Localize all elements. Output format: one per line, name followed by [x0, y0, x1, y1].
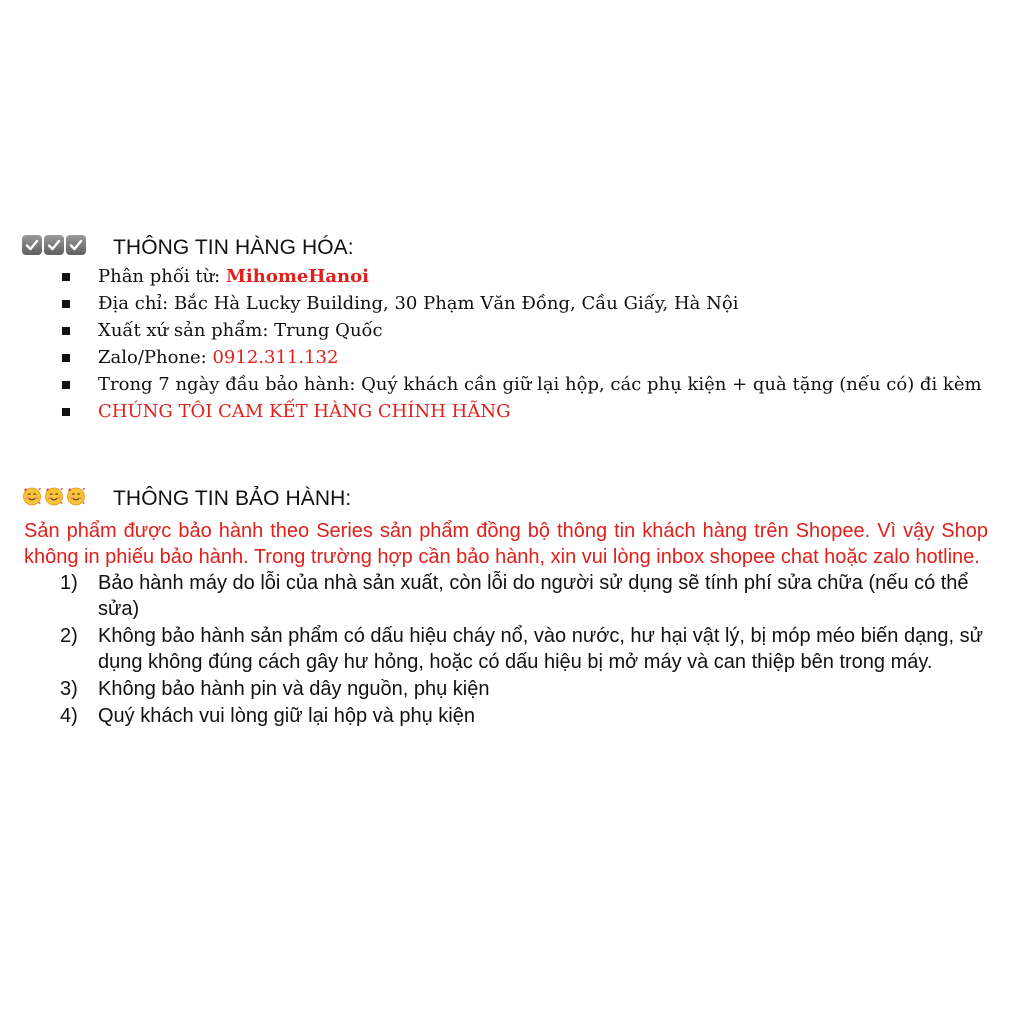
return-policy-text: Trong 7 ngày đầu bảo hành: Quý khách cần giữ lại hộp, các phụ kiện + quà tặng (nếu có) đi kèm [98, 374, 982, 395]
list-number: 4) [60, 705, 78, 727]
distributor-name: MihomeHanoi [225, 266, 369, 287]
bullet-icon [62, 273, 70, 281]
goods-info-list [0, 263, 1024, 425]
distributor-label: Phân phối từ: [98, 266, 226, 287]
goods-info-section [0, 233, 1024, 425]
smiling-face-with-hearts-icon [44, 486, 64, 506]
warranty-term-text: Bảo hành máy do lỗi của nhà sản xuất, còn lỗi do người sử dụng sẽ tính phí sửa chữa (nếu có thể sửa) [98, 572, 969, 620]
warranty-term-text: Không bảo hành sản phẩm có dấu hiệu cháy nổ, vào nước, hư hại vật lý, bị móp méo biến dạng, sử dụng không đúng cách gây hư hỏng, hoặc có dấu hiệu bị mở máy và can thiệp bên trong máy. [98, 625, 983, 673]
check-icons [22, 235, 86, 255]
warranty-info-section [0, 484, 1024, 730]
warranty-intro-text: Sản phẩm được bảo hành theo Series sản phẩm đồng bộ thông tin khách hàng trên Shopee. Vì vậy Shop không in phiếu bảo hành. Trong trường hợp cần bảo hành, xin vui lòng inbox shopee chat hoặc zalo hotline. [24, 520, 988, 568]
phone-number: 0912.311.132 [212, 347, 339, 368]
list-number: 3) [60, 678, 78, 700]
bullet-icon [62, 327, 70, 335]
commitment-text: CHÚNG TÔI CAM KẾT HÀNG CHÍNH HÃNG [98, 401, 511, 422]
warranty-info-heading: THÔNG TIN BẢO HÀNH: [113, 487, 352, 510]
list-item-warranty-term-3 [0, 676, 1024, 702]
list-item-warranty-term-4 [0, 703, 1024, 729]
warranty-info-heading-row [0, 484, 1024, 514]
check-box-icon [66, 235, 86, 255]
check-box-icon [22, 235, 42, 255]
list-item-warranty-term-1 [0, 570, 1024, 622]
phone-label: Zalo/Phone: [98, 347, 213, 368]
address-text: Địa chỉ: Bắc Hà Lucky Building, 30 Phạm Văn Đồng, Cầu Giấy, Hà Nội [98, 293, 739, 314]
list-number: 2) [60, 625, 78, 647]
bullet-icon [62, 300, 70, 308]
list-item-return-policy [0, 371, 1024, 398]
list-number: 1) [60, 572, 78, 594]
origin-text: Xuất xứ sản phẩm: Trung Quốc [98, 320, 383, 341]
goods-info-heading: THÔNG TIN HÀNG HÓA: [113, 236, 354, 259]
list-item-commitment [0, 398, 1024, 425]
face-icons [22, 486, 86, 506]
bullet-icon [62, 408, 70, 416]
list-item-origin [0, 317, 1024, 344]
warranty-term-text: Quý khách vui lòng giữ lại hộp và phụ kiện [98, 705, 475, 727]
list-item-address [0, 290, 1024, 317]
warranty-term-text: Không bảo hành pin và dây nguồn, phụ kiện [98, 678, 490, 700]
smiling-face-with-hearts-icon [22, 486, 42, 506]
warranty-terms-list [0, 570, 1024, 729]
bullet-icon [62, 354, 70, 362]
list-item-phone [0, 344, 1024, 371]
list-item-distributor [0, 263, 1024, 290]
goods-info-heading-row [0, 233, 1024, 263]
list-item-warranty-term-2 [0, 623, 1024, 675]
bullet-icon [62, 381, 70, 389]
check-box-icon [44, 235, 64, 255]
smiling-face-with-hearts-icon [66, 486, 86, 506]
